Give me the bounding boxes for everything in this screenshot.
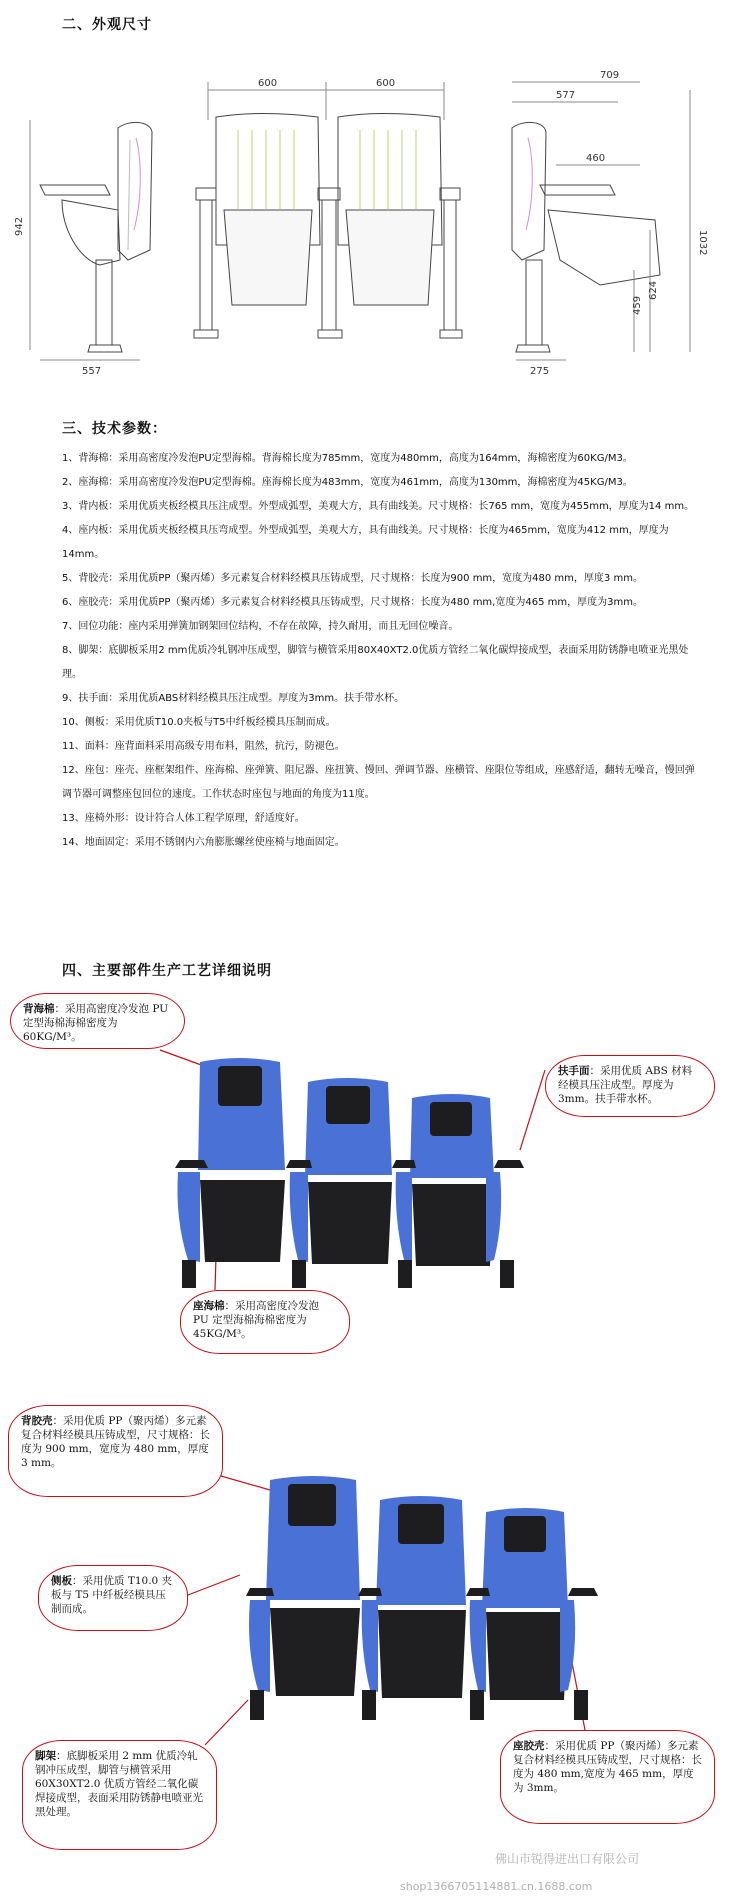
callout-back-shell-text: ：采用优质 PP（聚丙烯）多元素复合材料经模具压铸成型，尺寸规格：长度为 900 mm，宽度为 480 mm，厚度 3 mm。 — [21, 1415, 210, 1469]
callout-seat-foam-title: 座海棉 — [193, 1300, 225, 1312]
spec-item: 4、座内板：采用优质夹板经模具压弯成型。外型成弧型，美观大方，具有曲线美。尺寸规格：长度为465mm，宽度为412 mm，厚度为14mm。 — [62, 525, 669, 560]
dim-600-left: 600 — [258, 78, 278, 89]
callout-side-panel-text: ：采用优质 T10.0 夹板与 T5 中纤板经模具压制而成。 — [51, 1575, 173, 1615]
dimension-drawing — [0, 60, 730, 400]
callout-frame-text: ：底脚板采用 2 mm 优质冷轧钢冲压成型，脚管与横管采用 60X30XT2.0 优质方管经二氧化碳焊接成型，表面采用防锈静电喷亚光黑处理。 — [35, 1750, 203, 1818]
spec-item: 11、面料：座背面料采用高级专用布料，阻然，抗污，防褪色。 — [62, 741, 345, 752]
callout-side-panel — [38, 1565, 188, 1631]
spec-item: 6、座胶壳：采用优质PP（聚丙烯）多元素复合材料经模具压铸成型，尺寸规格：长度为480 mm,宽度为465 mm，厚度为3mm。 — [62, 597, 643, 608]
dim-942: 942 — [14, 216, 25, 236]
dim-275: 275 — [530, 366, 550, 377]
spec-item: 10、侧板：采用优质T10.0夹板与T5中纤板经模具压制而成。 — [62, 717, 336, 728]
spec-item: 3、背内板：采用优质夹板经模具压注成型。外型成弧型，美观大方，具有曲线美。尺寸规格：长765 mm，宽度为455mm，厚度为14 mm。 — [62, 501, 695, 512]
dim-577: 577 — [556, 90, 576, 101]
callout-armrest — [545, 1055, 715, 1117]
callout-seat-shell-text: ：采用优质 PP（聚丙烯）多元素复合材料经模具压铸成型，尺寸规格：长度为 480 mm,宽度为 465 mm，厚度为 3mm。 — [513, 1740, 702, 1794]
dim-624: 624 — [648, 280, 659, 300]
callout-armrest-title: 扶手面 — [558, 1065, 590, 1077]
dim-459: 459 — [632, 295, 643, 315]
callout-side-panel-title: 侧板 — [51, 1575, 72, 1587]
callout-seat-foam-text: ：采用高密度冷发泡 PU 定型海棉海棉密度为 45KG/M³。 — [193, 1300, 319, 1340]
spec-item: 8、脚架：底脚板采用2 mm优质冷轧钢冲压成型，脚管与横管采用80X40XT2.0优质方管经二氧化碳焊接成型，表面采用防锈静电喷亚光黑处理。 — [62, 645, 689, 680]
callout-back-foam-text: ：采用高密度冷发泡 PU 定型海棉海棉密度为 60KG/M³。 — [23, 1003, 169, 1043]
watermark-url: shop1366705114881.cn.1688.com — [400, 1880, 593, 1893]
dim-709: 709 — [600, 70, 620, 81]
spec-item: 12、座包：座壳、座框架组件、座海棉、座弹簧、阻尼器、座扭簧、慢回、弹调节器、座横管、座限位等组成，座感舒适，翻转无噪音，慢回弹调节器可调整座包回位的速度。工作状态时座包与地面的角度为11度。 — [62, 765, 695, 800]
spec-item: 1、背海棉：采用高密度冷发泡PU定型海棉。背海棉长度为785mm，宽度为480mm，高度为164mm，海棉密度为60KG/M3。 — [62, 453, 633, 464]
watermark-company: 佛山市锐得进出口有限公司 — [495, 1852, 640, 1866]
callout-frame-title: 脚架 — [35, 1750, 56, 1762]
section-heading-process: 四、主要部件生产工艺详细说明 — [62, 963, 272, 979]
dim-1032: 1032 — [697, 230, 708, 256]
callout-back-foam — [10, 993, 185, 1049]
spec-item: 9、扶手面：采用优质ABS材料经模具压注成型。厚度为3mm。扶手带水杯。 — [62, 693, 405, 704]
spec-item: 13、座椅外形：设计符合人体工程学原理，舒适度好。 — [62, 813, 305, 824]
spec-item: 14、地面固定：采用不锈钢内六角膨胀螺丝使座椅与地面固定。 — [62, 837, 345, 848]
dim-600-right: 600 — [376, 78, 396, 89]
callout-seat-shell-title: 座胶壳 — [513, 1740, 545, 1752]
spec-item: 2、座海棉：采用高密度冷发泡PU定型海棉。座海棉长度为483mm，宽度为461mm，高度为130mm，海棉密度为45KG/M3。 — [62, 477, 633, 488]
callout-armrest-text: ：采用优质 ABS 材料经模具压注成型。厚度为 3mm。扶手带水杯。 — [558, 1065, 693, 1105]
callout-frame — [22, 1740, 217, 1850]
callout-seat-shell — [500, 1730, 715, 1824]
spec-item: 7、回位功能：座内采用弹簧加钢架回位结构，不存在故障，持久耐用，而且无回位噪音。 — [62, 621, 459, 632]
callout-seat-foam — [180, 1290, 350, 1354]
callout-back-shell-title: 背胶壳 — [21, 1415, 53, 1427]
callout-back-shell — [8, 1405, 223, 1497]
dim-460: 460 — [586, 153, 606, 164]
callout-back-foam-title: 背海棉 — [23, 1003, 55, 1015]
spec-item: 5、背胶壳：采用优质PP（聚丙烯）多元素复合材料经模具压铸成型，尺寸规格：长度为900 mm，宽度为480 mm，厚度3 mm。 — [62, 573, 643, 584]
section-heading-specs: 三、技术参数： — [62, 421, 167, 437]
section-heading-dimensions: 二、外观尺寸 — [62, 17, 152, 33]
specs-list — [62, 447, 702, 855]
dim-557: 557 — [82, 366, 102, 377]
